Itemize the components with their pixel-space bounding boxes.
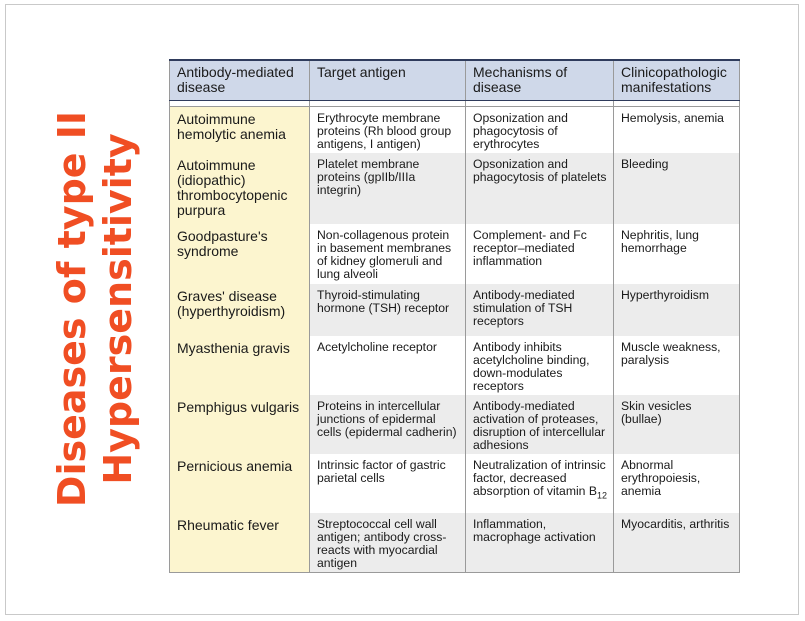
mechanism-text: Neutralization of intrinsic factor, decreased absorption of vitamin B: [473, 457, 606, 498]
antigen-cell: Thyroid-stimulating hormone (TSH) receptor: [310, 284, 466, 336]
disease-cell: Goodpasture's syndrome: [170, 224, 310, 284]
column-header-antigen: Target antigen: [310, 60, 466, 101]
antigen-cell: Erythrocyte membrane proteins (Rh blood group antigens, I antigen): [310, 107, 466, 153]
antigen-cell: Intrinsic factor of gastric parietal cells: [310, 454, 466, 513]
column-header-mechanism: Mechanisms of disease: [466, 60, 614, 101]
mechanism-cell: Inflammation, macrophage activation: [466, 513, 614, 573]
mechanism-cell: Opsonization and phagocytosis of erythrocytes: [466, 107, 614, 153]
column-header-manifestation: Clinicopathologic manifestations: [614, 60, 740, 101]
table-row: [170, 513, 740, 573]
table-row: [170, 454, 740, 513]
disease-cell: Pemphigus vulgaris: [170, 395, 310, 454]
mechanism-cell: Antibody-mediated stimulation of TSH receptors: [466, 284, 614, 336]
manifestation-cell: Abnormal erythropoiesis, anemia: [614, 454, 740, 513]
disease-cell: Graves' disease (hyperthyroidism): [170, 284, 310, 336]
manifestation-cell: Myocarditis, arthritis: [614, 513, 740, 573]
title-line-1: Diseases of type II: [50, 110, 94, 508]
table-row: [170, 395, 740, 454]
antigen-cell: Non-collagenous protein in basement membranes of kidney glomeruli and lung alveoli: [310, 224, 466, 284]
title-line-2: Hypersensitivity: [96, 133, 140, 485]
table-row: [170, 153, 740, 224]
disease-cell: Autoimmune hemolytic anemia: [170, 107, 310, 153]
disease-cell: Autoimmune (idiopathic) thrombocytopenic purpura: [170, 153, 310, 224]
mechanism-cell: Opsonization and phagocytosis of platelets: [466, 153, 614, 224]
manifestation-cell: Hyperthyroidism: [614, 284, 740, 336]
mechanism-cell: Complement- and Fc receptor–mediated inflammation: [466, 224, 614, 284]
slide-title: [48, 94, 143, 524]
manifestation-cell: Hemolysis, anemia: [614, 107, 740, 153]
manifestation-cell: Muscle weakness, paralysis: [614, 336, 740, 395]
table-row: [170, 284, 740, 336]
table-row: [170, 107, 740, 153]
mechanism-cell: [466, 454, 614, 513]
antigen-cell: Streptococcal cell wall antigen; antibody cross-reacts with myocardial antigen: [310, 513, 466, 573]
antigen-cell: Proteins in intercellular junctions of epidermal cells (epidermal cadherin): [310, 395, 466, 454]
disease-cell: Myasthenia gravis: [170, 336, 310, 395]
disease-cell: Pernicious anemia: [170, 454, 310, 513]
subscript-12: 12: [596, 489, 607, 500]
slide-title-text: [49, 94, 141, 524]
table-row: [170, 336, 740, 395]
table-header-row: [170, 60, 740, 101]
manifestation-cell: Bleeding: [614, 153, 740, 224]
manifestation-cell: Skin vesicles (bullae): [614, 395, 740, 454]
mechanism-cell: Antibody-mediated activation of proteases, disruption of intercellular adhesions: [466, 395, 614, 454]
antigen-cell: Acetylcholine receptor: [310, 336, 466, 395]
antigen-cell: Platelet membrane proteins (gpIIb/IIIa integrin): [310, 153, 466, 224]
mechanism-cell: Antibody inhibits acetylcholine binding, down-modulates receptors: [466, 336, 614, 395]
column-header-disease: Antibody-mediated disease: [170, 60, 310, 101]
disease-cell: Rheumatic fever: [170, 513, 310, 573]
table-row: [170, 224, 740, 284]
manifestation-cell: Nephritis, lung hemorrhage: [614, 224, 740, 284]
hypersensitivity-table: [169, 59, 740, 573]
